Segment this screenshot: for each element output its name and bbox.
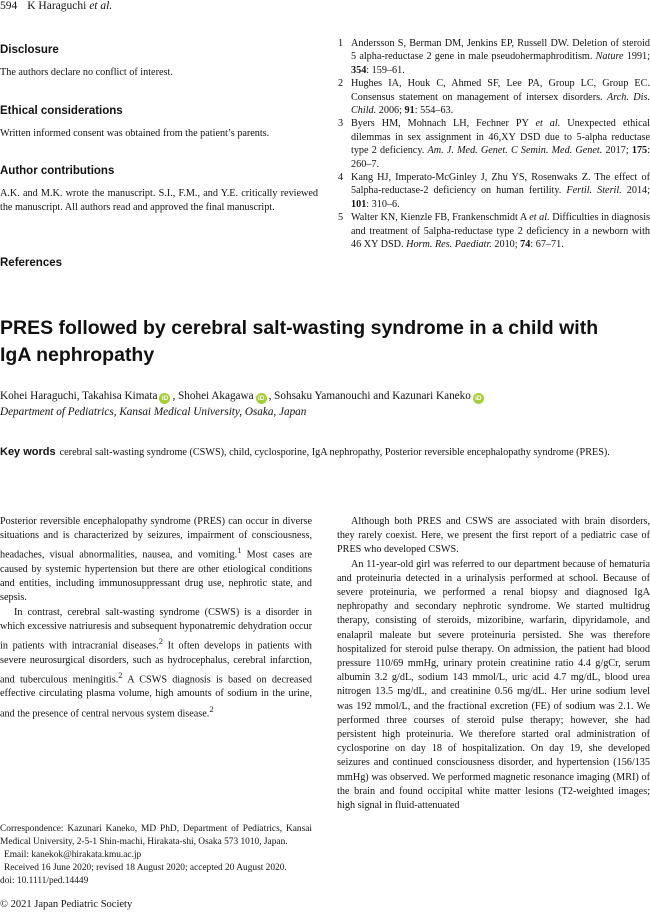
body-text: Posterior reversible encephalopathy syndrome (PRES) can occur in diverse situations and is characterized by seizures, impairment of consciousness, headaches, visual abnormalities, nausea, and vomiting. <box>0 516 312 561</box>
reference-pages: : 260–7. <box>351 145 650 170</box>
reference-item <box>334 117 650 171</box>
keywords <box>0 445 650 460</box>
reference-authors: Walter KN, Kienzle FB, Frankenschmidt A <box>351 212 530 224</box>
reference-year: 2010; <box>491 239 521 251</box>
disclosure-text: The authors declare no conflict of interest. <box>0 67 173 78</box>
reference-journal: Am. J. Med. Genet. C Semin. Med. Genet. <box>427 145 603 157</box>
reference-number: 4 <box>338 172 344 184</box>
reference-year: 2014; <box>621 185 650 197</box>
reference-volume: 354 <box>351 64 367 76</box>
author-name: Kohei Haraguchi <box>0 390 77 402</box>
citation-ref[interactable]: 1 <box>237 545 242 556</box>
reference-title: Unexpected ethical dilemmas in sex assignment in 46,XY DSD due to 5-alpha reductase type 2 deficiency. <box>351 118 650 157</box>
reference-etal: et al. <box>535 118 561 130</box>
reference-item <box>334 37 650 77</box>
running-head-etal: et al. <box>89 0 113 12</box>
reference-authors: Hughes IA, Houk C, Ahmed SF, Lee PA, Group LC, Group EC. Consensus statement on management of intersex disorders. <box>351 78 650 103</box>
reference-etal: et al. <box>529 212 550 224</box>
copyright: © 2021 Japan Pediatric Society <box>0 899 133 910</box>
body-column-left <box>0 515 312 721</box>
reference-volume: 101 <box>351 198 367 210</box>
reference-item <box>334 171 650 211</box>
reference-number: 5 <box>338 212 344 224</box>
reference-journal: Horm. Res. Paediatr. <box>406 239 492 251</box>
keywords-text: cerebral salt-wasting syndrome (CSWS), child, cyclosporine, IgA nephropathy, Posterior reversible encephalopathy syndrome (PRES). <box>59 447 610 458</box>
reference-title: Difficulties in diagnosis and treatment of 5alpha-reductase type 2 deficiency in a newborn with 46 XY DSD. <box>351 212 650 251</box>
author-name: Shohei Akagawa <box>178 390 254 402</box>
author-name: Sohsaku Yamanouchi <box>274 390 371 402</box>
references-heading: References <box>0 257 63 269</box>
reference-volume: 74 <box>520 239 531 251</box>
reference-list <box>334 37 650 252</box>
contributions-heading: Author contributions <box>0 165 115 177</box>
orcid-icon[interactable]: iD <box>256 393 267 404</box>
citation-ref[interactable]: 2 <box>158 636 163 647</box>
author-list <box>0 390 486 404</box>
body-text: In contrast, cerebral salt-wasting syndrome (CSWS) is a disorder in which excessive natriuresis and subsequent hyponatremic dehydration occur in patients with intracranial diseases. <box>0 606 312 652</box>
author-name: Kazunari Kaneko <box>392 390 471 402</box>
reference-year: 2006; <box>376 105 405 117</box>
reference-number: 3 <box>338 118 344 130</box>
reference-volume: 91 <box>404 105 415 117</box>
reference-journal: Nature <box>595 51 624 63</box>
body-text: Most cases are caused by systemic hypertension but there are other etiological conditions and entities, including immunosuppressant drug use, nephrotic state, and sepsis. <box>0 549 312 604</box>
correspondence-footnote <box>0 823 312 888</box>
body-paragraph <box>0 515 312 606</box>
keywords-label: Key words <box>0 446 56 458</box>
orcid-icon[interactable]: iD <box>159 393 170 404</box>
reference-authors: Andersson S, Berman DM, Jenkins EP, Russell DW. Deletion of steroid 5 alpha-reductase 2 gene in male pseudohermaphroditism. <box>351 38 650 63</box>
article-title: PRES followed by cerebral salt-wasting syndrome in a child with IgA nephropathy <box>0 317 599 366</box>
author-name: Takahisa Kimata <box>82 390 158 402</box>
ethical-text: Written informed consent was obtained from the patient’s parents. <box>0 128 270 139</box>
disclosure-heading: Disclosure <box>0 44 59 56</box>
body-text: A CSWS diagnosis is based on decreased effective circulating plasma volume, high amounts of sodium in the urine, and the presence of central nervous system disease. <box>0 674 312 719</box>
received-dates: Received 16 June 2020; revised 18 August 2020; accepted 20 August 2020. <box>4 863 287 873</box>
author-separator: and <box>370 390 393 402</box>
reference-number: 2 <box>338 78 344 90</box>
reference-item <box>334 211 650 251</box>
reference-year: 2017; <box>602 145 632 157</box>
reference-volume: 175 <box>631 145 648 157</box>
author-separator: , <box>172 390 179 402</box>
affiliation: Department of Pediatrics, Kansai Medical University, Osaka, Japan <box>0 406 307 418</box>
author-separator: , <box>268 390 275 402</box>
reference-pages: : 554–63. <box>414 105 454 117</box>
author-separator: , <box>76 390 83 402</box>
reference-number: 1 <box>338 38 344 49</box>
running-head-author: K Haraguchi <box>27 0 90 12</box>
running-head <box>0 0 112 12</box>
contributions-text: A.K. and M.K. wrote the manuscript. S.I., F.M., and Y.E. critically reviewed the manuscript. All authors read and approved the final manuscript. <box>0 188 318 214</box>
citation-ref[interactable]: 2 <box>209 703 214 714</box>
reference-pages: : 310–6. <box>366 198 400 210</box>
doi[interactable]: doi: 10.1111/ped.14449 <box>0 876 89 886</box>
reference-journal: Fertil. Steril. <box>566 185 622 197</box>
body-column-right <box>337 515 650 813</box>
body-paragraph <box>0 606 312 722</box>
reference-authors: Byers HM, Mohnach LH, Fechner PY <box>351 118 536 130</box>
correspondence-email[interactable]: Email: kanekok@hirakata.kmu.ac.jp <box>4 850 142 860</box>
body-paragraph: Although both PRES and CSWS are associated with brain disorders, they rarely coexist. Here, we present the first report of a pediatric case of PRES who developed CSWS. <box>337 516 650 556</box>
ethical-heading: Ethical considerations <box>0 105 123 117</box>
page-number: 594 <box>0 0 18 12</box>
reference-year: 1991; <box>623 51 650 63</box>
body-text: It often develops in patients with severe neurosurgical disorders, such as hydrocephalus, cerebral infarction, and tuberculous meningitis. <box>0 640 312 686</box>
orcid-icon[interactable]: iD <box>473 393 484 404</box>
body-paragraph: An 11-year-old girl was referred to our department because of hematuria and proteinuria detected in a urinalysis performed at school. Because of severe proteinuria, we performed a renal biopsy and diagnosed IgA nephropathy and secondary nephrotic syndrome. We started multidrug therapy, consisting of steroids, mizoribine, warfarin, dipyridamole, and enalapril maleate but severe proteinuria persisted. She was therefore hospitalized for steroid pulse therapy. On admission, the patient had blood pressure 110/69 mmHg, urinary protein creatinine ratio 4.4 g/gCr, serum albumin 3.2 g/dL, sodium 143 mmol/L, uric acid 4.7 mg/dL, blood urea nitrogen 13.5 mg/dL, and creatinine 0.56 mg/dL. Her urine sodium level was 192 mmol/L, and the fractional excretion (FE) of sodium was 2.1. We performed three courses of steroid pulse therapy; however, she had persistent high proteinuria. We therefore started oral administration of cyclosporine on day 18 of hospitalization. On day 19, she developed seizures and continued consciousness disorder, and hypertension (156/135 mmHg) was observed. We performed magnetic resonance imaging (MRI) of the brain and found occipital white matter lesions (T2-weighted images; high signal in fluid-attenuated <box>337 558 650 812</box>
reference-authors: Kang HJ, Imperato-McGinley J, Zhu YS, Rosenwaks Z. The effect of 5alpha-reductase-2 deficiency on human fertility. <box>351 172 650 197</box>
reference-pages: : 67–71. <box>530 239 564 251</box>
citation-ref[interactable]: 2 <box>118 669 123 680</box>
reference-item <box>334 77 650 117</box>
reference-journal: Arch. Dis. Child. <box>351 91 650 117</box>
reference-pages: : 159–61. <box>366 64 405 76</box>
correspondence-text: Correspondence: Kazunari Kaneko, MD PhD, Department of Pediatrics, Kansai Medical University, 2-5-1 Shin-machi, Hirakata-shi, Osaka 573 1010, Japan. <box>0 824 312 847</box>
